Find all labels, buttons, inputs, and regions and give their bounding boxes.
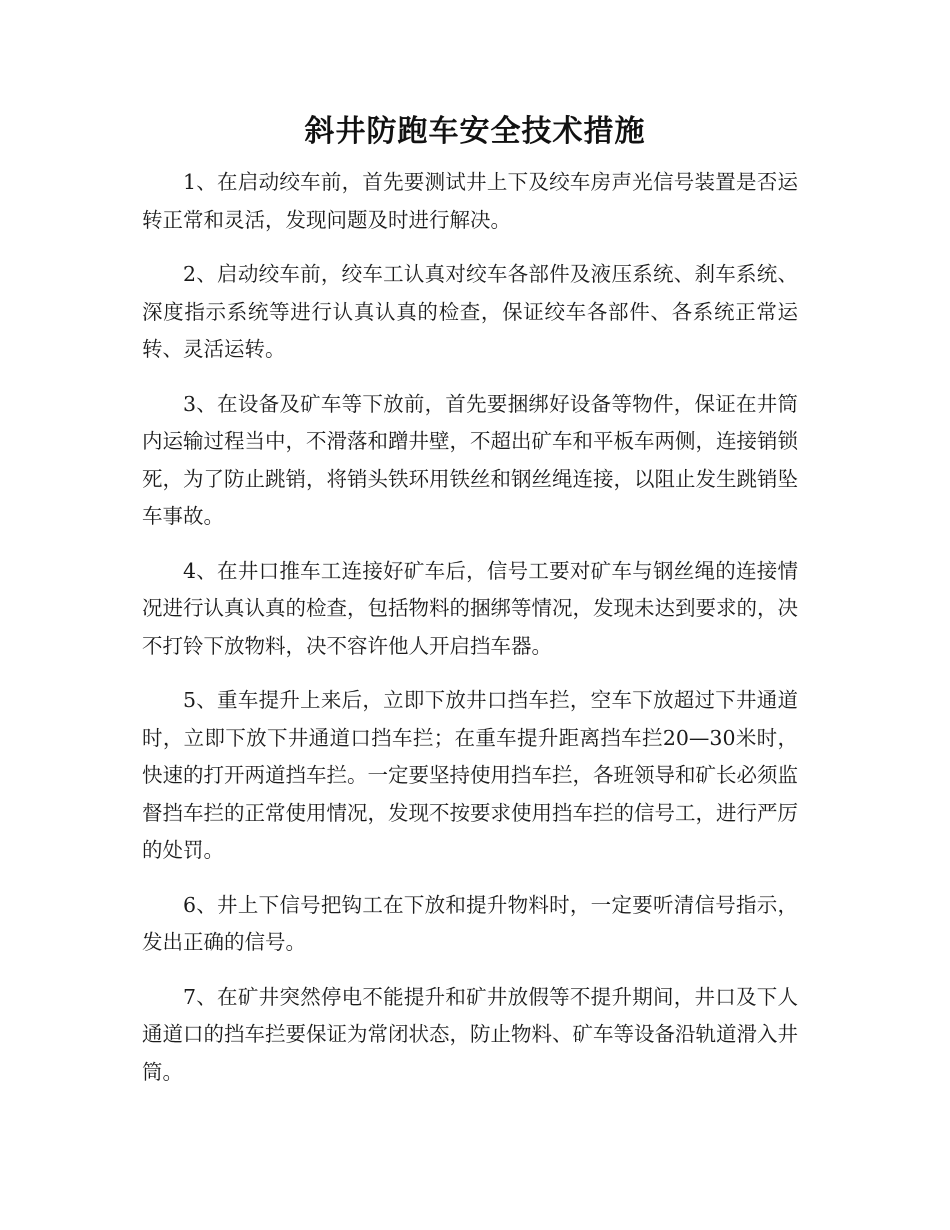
paragraph-6: 6、井上下信号把钩工在下放和提升物料时，一定要听清信号指示，发出正确的信号。 — [142, 892, 798, 954]
paragraph-1: 1、在启动绞车前，首先要测试井上下及绞车房声光信号装置是否运转正常和灵活，发现问题及时进行解决。 — [142, 170, 798, 232]
paragraph-4: 4、在井口推车工连接好矿车后，信号工要对矿车与钢丝绳的连接情况进行认真认真的检查，包括物料的捆绑等情况，发现未达到要求的，决不打铃下放物料，决不容许他人开启挡车器。 — [142, 558, 798, 658]
document-title: 斜井防跑车安全技术措施 — [304, 114, 646, 149]
paragraph-7: 7、在矿井突然停电不能提升和矿井放假等不提升期间，井口及下人通道口的挡车拦要保证为常闭状态，防止物料、矿车等设备沿轨道滑入井筒。 — [142, 984, 798, 1084]
paragraph-2: 2、启动绞车前，绞车工认真对绞车各部件及液压系统、刹车系统、深度指示系统等进行认真认真的检查，保证绞车各部件、各系统正常运转、灵活运转。 — [142, 262, 798, 361]
document-body — [142, 164, 798, 1108]
paragraph-3: 3、在设备及矿车等下放前，首先要捆绑好设备等物件，保证在井筒内运输过程当中，不滑落和蹭井壁，不超出矿车和平板车两侧，连接销锁死，为了防止跳销，将销头铁环用铁丝和钢丝绳连接，以阻止发生跳销坠车事故。 — [142, 391, 798, 528]
paragraph-5: 5、重车提升上来后，立即下放井口挡车拦，空车下放超过下井通道时，立即下放下井通道口挡车拦；在重车提升距离挡车拦20—30米时，快速的打开两道挡车拦。一定要坚持使用挡车拦，各班领导和矿长必须监督挡车拦的正常使用情况，发现不按要求使用挡车拦的信号工，进行严厉的处罚。 — [142, 688, 798, 862]
